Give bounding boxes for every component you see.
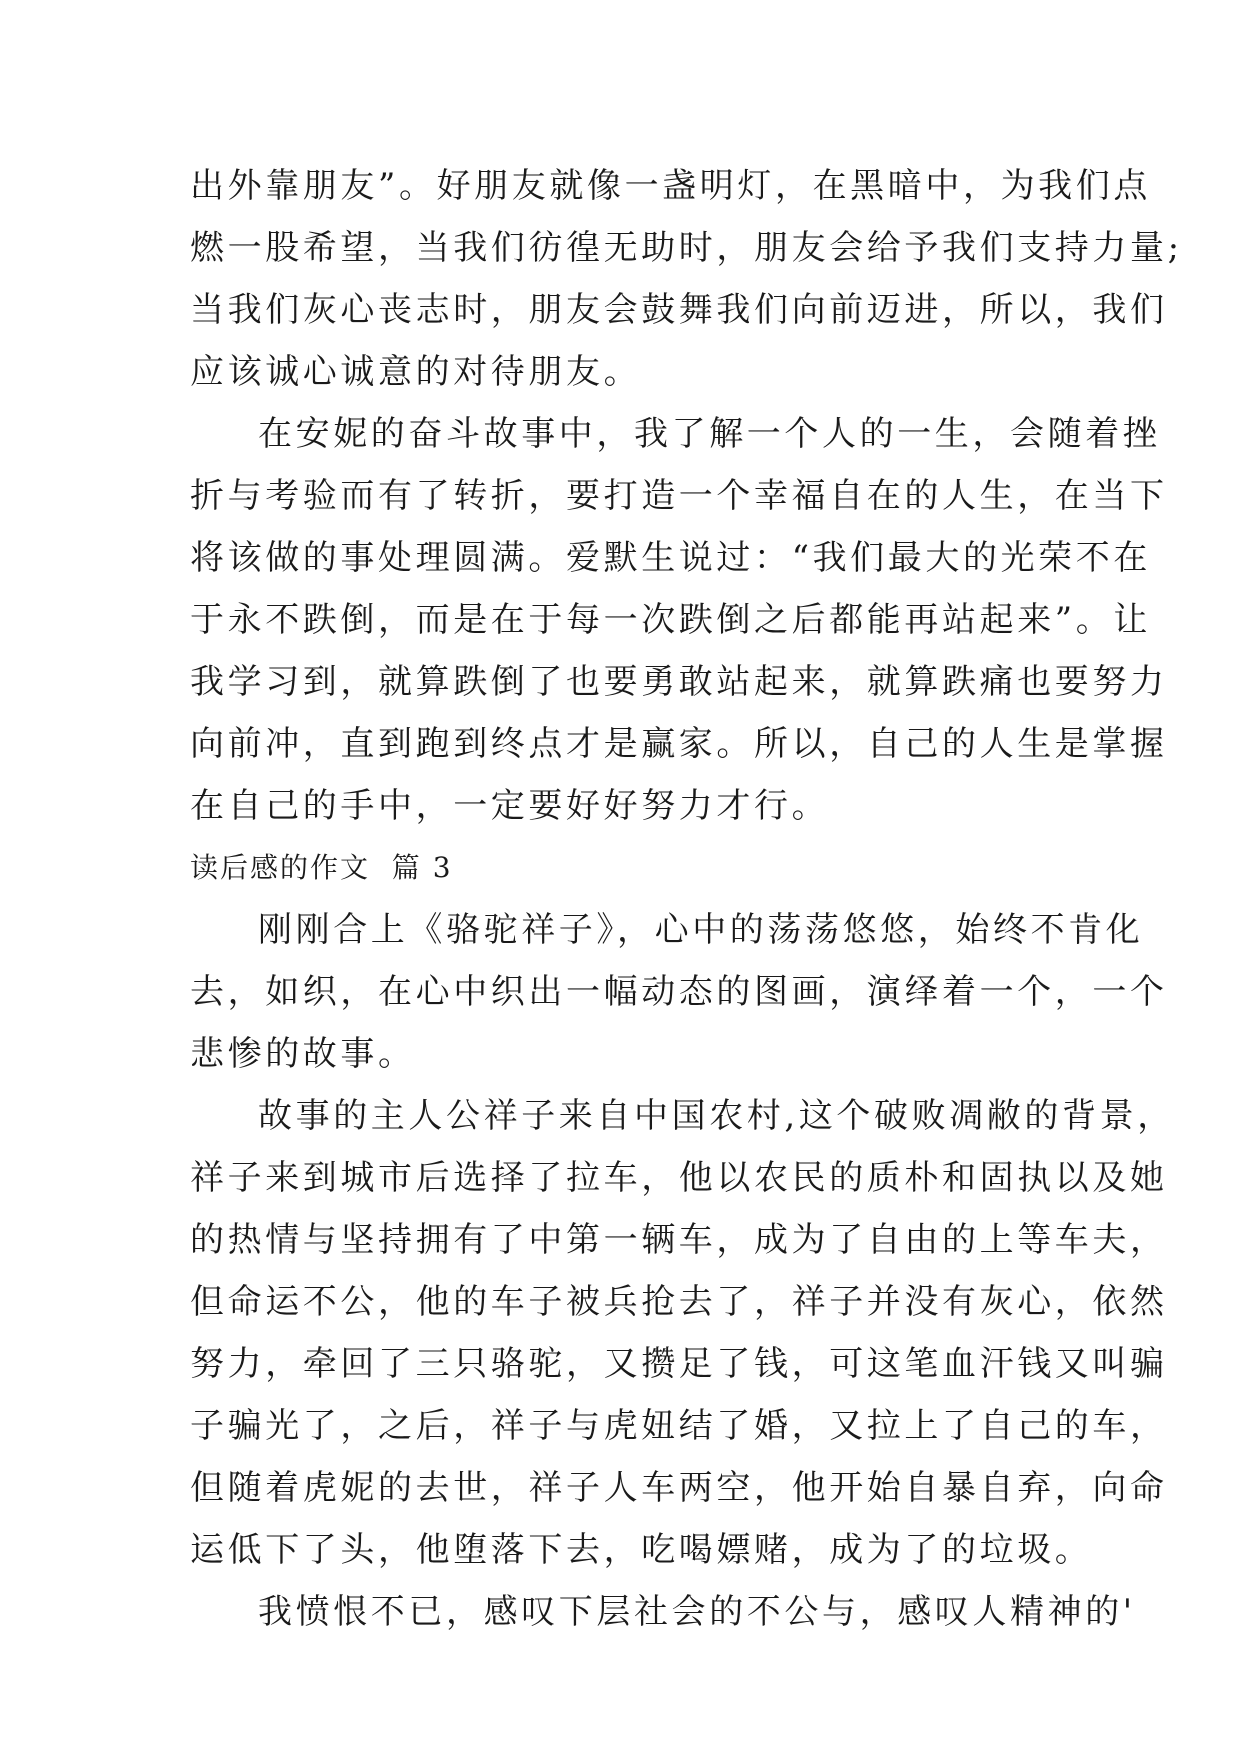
text-line: 将该做的事处理圆满。爱默生说过：“我们最大的光荣不在 xyxy=(190,538,1151,578)
text-line: 悲惨的故事。 xyxy=(190,1034,416,1074)
text-line: 刚刚合上《骆驼祥子》，心中的荡荡悠悠，始终不肯化 xyxy=(258,910,1144,950)
text-line: 去，如织，在心中织出一幅动态的图画，演绎着一个，一个 xyxy=(190,972,1168,1012)
text-line: 我学习到，就算跌倒了也要勇敢站起来，就算跌痛也要努力 xyxy=(190,662,1168,702)
text-line: 子骗光了，之后，祥子与虎妞结了婚，又拉上了自己的车， xyxy=(190,1406,1168,1446)
text-line: 的热情与坚持拥有了中第一辆车，成为了自由的上等车夫， xyxy=(190,1220,1168,1260)
text-line: 祥子来到城市后选择了拉车，他以农民的质朴和固执以及她 xyxy=(190,1158,1168,1198)
paragraph xyxy=(190,155,1183,403)
paragraph xyxy=(190,1581,1136,1643)
text-line: 我愤恨不已，感叹下层社会的不公与，感叹人精神的' xyxy=(258,1592,1136,1632)
text-line: 当我们灰心丧志时，朋友会鼓舞我们向前迈进，所以，我们 xyxy=(190,290,1168,330)
paragraph xyxy=(190,1085,1175,1581)
text-line: 但随着虎妮的去世，祥子人车两空，他开始自暴自弃，向命 xyxy=(190,1468,1168,1508)
paragraph xyxy=(190,899,1168,1085)
paragraph xyxy=(190,403,1168,837)
text-line: 折与考验而有了转折，要打造一个幸福自在的人生，在当下 xyxy=(190,476,1168,516)
text-line: 出外靠朋友”。好朋友就像一盏明灯，在黑暗中，为我们点 xyxy=(190,166,1151,206)
text-line: 在安妮的奋斗故事中，我了解一个人的一生，会随着挫 xyxy=(258,414,1161,454)
text-line: 应该诚心诚意的对待朋友。 xyxy=(190,352,642,392)
text-line: 在自己的手中，一定要好好努力才行。 xyxy=(190,786,830,826)
text-line: 燃一股希望，当我们彷徨无助时，朋友会给予我们支持力量; xyxy=(190,228,1183,268)
text-line: 向前冲，直到跑到终点才是赢家。所以，自己的人生是掌握 xyxy=(190,724,1168,764)
text-line: 但命运不公，他的车子被兵抢去了，祥子并没有灰心，依然 xyxy=(190,1282,1168,1322)
document-body xyxy=(190,155,1183,1643)
text-line: 故事的主人公祥子来自中国农村,这个破败凋敝的背景， xyxy=(258,1096,1175,1136)
text-line: 运低下了头，他堕落下去，吃喝嫖赌，成为了的垃圾。 xyxy=(190,1530,1093,1570)
text-line: 于永不跌倒，而是在于每一次跌倒之后都能再站起来”。让 xyxy=(190,600,1151,640)
section-heading: 读后感的作文 篇 3 xyxy=(190,851,453,884)
text-line: 努力，牵回了三只骆驼，又攒足了钱，可这笔血汗钱又叫骗 xyxy=(190,1344,1168,1384)
